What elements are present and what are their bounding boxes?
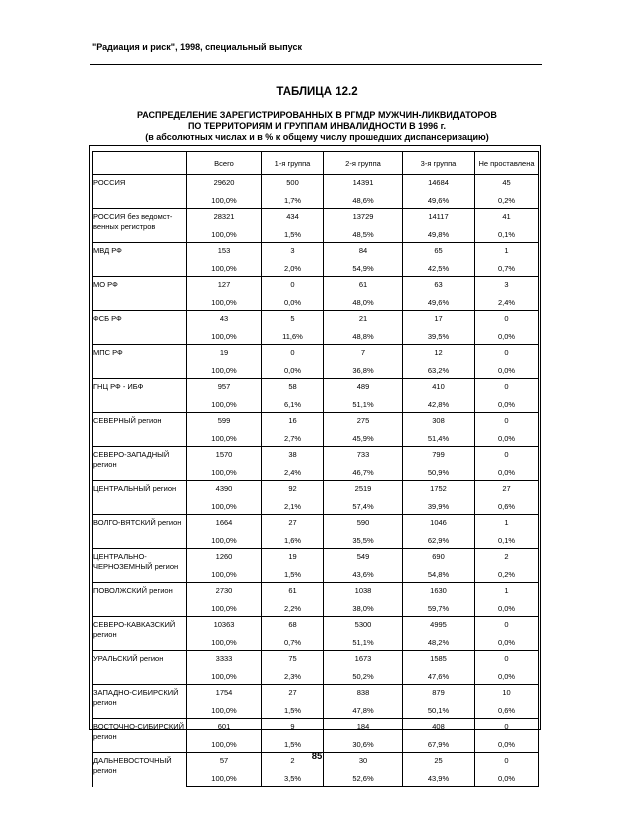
percent-value-cell: 2,1% [262, 498, 324, 515]
absolute-value-cell: 1038 [324, 583, 403, 601]
table-row-absolute [93, 719, 539, 737]
percent-value-cell: 100,0% [187, 702, 262, 719]
percent-value-cell: 6,1% [262, 396, 324, 413]
absolute-value-cell: 0 [475, 719, 539, 737]
percent-value-cell: 47,6% [403, 668, 475, 685]
table-row-absolute [93, 685, 539, 703]
absolute-value-cell: 38 [262, 447, 324, 465]
percent-value-cell: 2,4% [475, 294, 539, 311]
percent-value-cell: 0,6% [475, 702, 539, 719]
absolute-value-cell: 2730 [187, 583, 262, 601]
absolute-value-cell: 127 [187, 277, 262, 295]
percent-value-cell: 100,0% [187, 260, 262, 277]
table-row-absolute [93, 617, 539, 635]
absolute-value-cell: 0 [475, 651, 539, 669]
percent-value-cell: 100,0% [187, 294, 262, 311]
percent-value-cell: 11,6% [262, 328, 324, 345]
absolute-value-cell: 1664 [187, 515, 262, 533]
absolute-value-cell: 0 [262, 345, 324, 363]
absolute-value-cell: 4390 [187, 481, 262, 499]
absolute-value-cell: 43 [187, 311, 262, 329]
absolute-value-cell: 0 [475, 413, 539, 431]
header-corner-cell [93, 152, 187, 175]
percent-value-cell: 100,0% [187, 634, 262, 651]
percent-value-cell: 67,9% [403, 736, 475, 753]
absolute-value-cell: 5300 [324, 617, 403, 635]
absolute-value-cell: 3333 [187, 651, 262, 669]
percent-value-cell: 1,5% [262, 702, 324, 719]
percent-value-cell: 100,0% [187, 362, 262, 379]
percent-value-cell: 100,0% [187, 566, 262, 583]
absolute-value-cell: 63 [403, 277, 475, 295]
percent-value-cell: 2,0% [262, 260, 324, 277]
page-number: 85 [311, 751, 323, 762]
absolute-value-cell: 308 [403, 413, 475, 431]
absolute-value-cell: 27 [475, 481, 539, 499]
column-header: 3-я группа [403, 152, 475, 175]
territory-name: ПОВОЛЖСКИЙ регион [93, 583, 187, 617]
absolute-value-cell: 599 [187, 413, 262, 431]
absolute-value-cell: 92 [262, 481, 324, 499]
absolute-value-cell: 153 [187, 243, 262, 261]
percent-value-cell: 100,0% [187, 192, 262, 209]
percent-value-cell: 0,0% [475, 362, 539, 379]
percent-value-cell: 0,0% [475, 328, 539, 345]
territory-name: СЕВЕРО-ЗАПАДНЫЙ регион [93, 447, 187, 481]
absolute-value-cell: 879 [403, 685, 475, 703]
percent-value-cell: 48,2% [403, 634, 475, 651]
territory-name: ЗАПАДНО-СИБИРСКИЙ регион [93, 685, 187, 719]
absolute-value-cell: 41 [475, 209, 539, 227]
absolute-value-cell: 14684 [403, 175, 475, 193]
absolute-value-cell: 2 [262, 753, 324, 771]
absolute-value-cell: 57 [187, 753, 262, 771]
percent-value-cell: 0,1% [475, 226, 539, 243]
territory-name: СЕВЕРНЫЙ регион [93, 413, 187, 447]
percent-value-cell: 51,4% [403, 430, 475, 447]
territory-name: МПС РФ [93, 345, 187, 379]
percent-value-cell: 100,0% [187, 328, 262, 345]
percent-value-cell: 51,1% [324, 634, 403, 651]
table-row-absolute [93, 549, 539, 567]
percent-value-cell: 49,6% [403, 294, 475, 311]
absolute-value-cell: 45 [475, 175, 539, 193]
percent-value-cell: 59,7% [403, 600, 475, 617]
table-row-absolute [93, 413, 539, 431]
percent-value-cell: 1,7% [262, 192, 324, 209]
table-header-row [93, 152, 539, 175]
data-table [92, 151, 539, 787]
absolute-value-cell: 690 [403, 549, 475, 567]
header-rule [90, 64, 542, 65]
percent-value-cell: 52,6% [324, 770, 403, 787]
percent-value-cell: 43,6% [324, 566, 403, 583]
percent-value-cell: 46,7% [324, 464, 403, 481]
percent-value-cell: 48,6% [324, 192, 403, 209]
percent-value-cell: 39,5% [403, 328, 475, 345]
absolute-value-cell: 10 [475, 685, 539, 703]
absolute-value-cell: 0 [475, 379, 539, 397]
absolute-value-cell: 489 [324, 379, 403, 397]
absolute-value-cell: 275 [324, 413, 403, 431]
percent-value-cell: 1,5% [262, 736, 324, 753]
absolute-value-cell: 21 [324, 311, 403, 329]
absolute-value-cell: 0 [475, 345, 539, 363]
absolute-value-cell: 27 [262, 515, 324, 533]
percent-value-cell: 100,0% [187, 532, 262, 549]
absolute-value-cell: 1 [475, 243, 539, 261]
table-row-absolute [93, 209, 539, 227]
table-body [93, 175, 539, 787]
percent-value-cell: 43,9% [403, 770, 475, 787]
percent-value-cell: 0,2% [475, 566, 539, 583]
absolute-value-cell: 1630 [403, 583, 475, 601]
percent-value-cell: 49,8% [403, 226, 475, 243]
absolute-value-cell: 434 [262, 209, 324, 227]
absolute-value-cell: 14391 [324, 175, 403, 193]
percent-value-cell: 100,0% [187, 464, 262, 481]
absolute-value-cell: 68 [262, 617, 324, 635]
subtitle-line: (в абсолютных числах и в % к общему числу прошедших диспансеризацию) [145, 132, 489, 142]
percent-value-cell: 100,0% [187, 430, 262, 447]
absolute-value-cell: 1 [475, 515, 539, 533]
percent-value-cell: 0,0% [475, 668, 539, 685]
absolute-value-cell: 2519 [324, 481, 403, 499]
absolute-value-cell: 0 [475, 447, 539, 465]
absolute-value-cell: 61 [324, 277, 403, 295]
percent-value-cell: 0,0% [475, 600, 539, 617]
percent-value-cell: 50,9% [403, 464, 475, 481]
absolute-value-cell: 1754 [187, 685, 262, 703]
percent-value-cell: 1,6% [262, 532, 324, 549]
territory-name: СЕВЕРО-КАВКАЗСКИЙ регион [93, 617, 187, 651]
absolute-value-cell: 14117 [403, 209, 475, 227]
absolute-value-cell: 0 [475, 753, 539, 771]
percent-value-cell: 0,1% [475, 532, 539, 549]
percent-value-cell: 0,6% [475, 498, 539, 515]
percent-value-cell: 57,4% [324, 498, 403, 515]
percent-value-cell: 49,6% [403, 192, 475, 209]
absolute-value-cell: 17 [403, 311, 475, 329]
percent-value-cell: 1,5% [262, 566, 324, 583]
absolute-value-cell: 1570 [187, 447, 262, 465]
percent-value-cell: 100,0% [187, 226, 262, 243]
percent-value-cell: 0,0% [262, 294, 324, 311]
table-row-absolute [93, 243, 539, 261]
absolute-value-cell: 1585 [403, 651, 475, 669]
table-title: ТАБЛИЦА 12.2 [276, 86, 358, 98]
table-row-absolute [93, 583, 539, 601]
table-row-absolute [93, 515, 539, 533]
absolute-value-cell: 9 [262, 719, 324, 737]
table-row-absolute [93, 481, 539, 499]
absolute-value-cell: 408 [403, 719, 475, 737]
territory-name: РОССИЯ [93, 175, 187, 209]
territory-name: ГНЦ РФ - ИБФ [93, 379, 187, 413]
absolute-value-cell: 29620 [187, 175, 262, 193]
table-subtitle [0, 110, 634, 143]
territory-name: ВОСТОЧНО-СИБИРСКИЙ регион [93, 719, 187, 753]
territory-name: ЦЕНТРАЛЬНО-ЧЕРНОЗЕМНЫЙ регион [93, 549, 187, 583]
absolute-value-cell: 75 [262, 651, 324, 669]
absolute-value-cell: 1260 [187, 549, 262, 567]
table-row-absolute [93, 277, 539, 295]
absolute-value-cell: 549 [324, 549, 403, 567]
percent-value-cell: 100,0% [187, 668, 262, 685]
absolute-value-cell: 838 [324, 685, 403, 703]
percent-value-cell: 100,0% [187, 396, 262, 413]
percent-value-cell: 2,3% [262, 668, 324, 685]
territory-name: УРАЛЬСКИЙ регион [93, 651, 187, 685]
absolute-value-cell: 25 [403, 753, 475, 771]
percent-value-cell: 0,7% [262, 634, 324, 651]
absolute-value-cell: 3 [475, 277, 539, 295]
percent-value-cell: 1,5% [262, 226, 324, 243]
territory-name: РОССИЯ без ведомст-венных регистров [93, 209, 187, 243]
percent-value-cell: 0,0% [475, 464, 539, 481]
percent-value-cell: 62,9% [403, 532, 475, 549]
absolute-value-cell: 0 [475, 617, 539, 635]
absolute-value-cell: 84 [324, 243, 403, 261]
percent-value-cell: 0,0% [475, 770, 539, 787]
percent-value-cell: 3,5% [262, 770, 324, 787]
absolute-value-cell: 184 [324, 719, 403, 737]
absolute-value-cell: 12 [403, 345, 475, 363]
absolute-value-cell: 2 [475, 549, 539, 567]
table-row-absolute [93, 447, 539, 465]
percent-value-cell: 100,0% [187, 498, 262, 515]
percent-value-cell: 48,5% [324, 226, 403, 243]
percent-value-cell: 63,2% [403, 362, 475, 379]
percent-value-cell: 38,0% [324, 600, 403, 617]
territory-name: МО РФ [93, 277, 187, 311]
territory-name: МВД РФ [93, 243, 187, 277]
percent-value-cell: 48,0% [324, 294, 403, 311]
absolute-value-cell: 1673 [324, 651, 403, 669]
territory-name: ЦЕНТРАЛЬНЫЙ регион [93, 481, 187, 515]
percent-value-cell: 54,9% [324, 260, 403, 277]
percent-value-cell: 42,5% [403, 260, 475, 277]
column-header: 2-я группа [324, 152, 403, 175]
absolute-value-cell: 0 [475, 311, 539, 329]
absolute-value-cell: 1752 [403, 481, 475, 499]
absolute-value-cell: 3 [262, 243, 324, 261]
absolute-value-cell: 1 [475, 583, 539, 601]
absolute-value-cell: 601 [187, 719, 262, 737]
percent-value-cell: 35,5% [324, 532, 403, 549]
percent-value-cell: 36,8% [324, 362, 403, 379]
absolute-value-cell: 58 [262, 379, 324, 397]
absolute-value-cell: 5 [262, 311, 324, 329]
absolute-value-cell: 16 [262, 413, 324, 431]
percent-value-cell: 42,8% [403, 396, 475, 413]
percent-value-cell: 100,0% [187, 600, 262, 617]
absolute-value-cell: 733 [324, 447, 403, 465]
absolute-value-cell: 13729 [324, 209, 403, 227]
running-head: "Радиация и риск", 1998, специальный выпуск [92, 42, 302, 52]
percent-value-cell: 50,1% [403, 702, 475, 719]
territory-name: ВОЛГО-ВЯТСКИЙ регион [93, 515, 187, 549]
percent-value-cell: 100,0% [187, 770, 262, 787]
table-row-absolute [93, 175, 539, 193]
absolute-value-cell: 65 [403, 243, 475, 261]
percent-value-cell: 2,2% [262, 600, 324, 617]
percent-value-cell: 45,9% [324, 430, 403, 447]
absolute-value-cell: 1046 [403, 515, 475, 533]
territory-name: ДАЛЬНЕВОСТОЧНЫЙ регион [93, 753, 187, 787]
column-header: Не проставлена [475, 152, 539, 175]
absolute-value-cell: 30 [324, 753, 403, 771]
percent-value-cell: 39,9% [403, 498, 475, 515]
subtitle-line: ПО ТЕРРИТОРИЯМ И ГРУППАМ ИНВАЛИДНОСТИ В 1996 г. [187, 121, 447, 131]
percent-value-cell: 30,6% [324, 736, 403, 753]
table-row-absolute [93, 651, 539, 669]
absolute-value-cell: 7 [324, 345, 403, 363]
absolute-value-cell: 799 [403, 447, 475, 465]
column-header: 1-я группа [262, 152, 324, 175]
table-row-absolute [93, 345, 539, 363]
percent-value-cell: 0,0% [475, 430, 539, 447]
percent-value-cell: 100,0% [187, 736, 262, 753]
territory-name: ФСБ РФ [93, 311, 187, 345]
absolute-value-cell: 19 [187, 345, 262, 363]
table-row-absolute [93, 311, 539, 329]
percent-value-cell: 0,0% [475, 634, 539, 651]
percent-value-cell: 51,1% [324, 396, 403, 413]
absolute-value-cell: 61 [262, 583, 324, 601]
absolute-value-cell: 0 [262, 277, 324, 295]
absolute-value-cell: 4995 [403, 617, 475, 635]
percent-value-cell: 0,0% [262, 362, 324, 379]
absolute-value-cell: 500 [262, 175, 324, 193]
column-header: Всего [187, 152, 262, 175]
absolute-value-cell: 590 [324, 515, 403, 533]
absolute-value-cell: 28321 [187, 209, 262, 227]
percent-value-cell: 2,4% [262, 464, 324, 481]
percent-value-cell: 54,8% [403, 566, 475, 583]
percent-value-cell: 0,0% [475, 396, 539, 413]
absolute-value-cell: 19 [262, 549, 324, 567]
percent-value-cell: 0,0% [475, 736, 539, 753]
percent-value-cell: 0,2% [475, 192, 539, 209]
absolute-value-cell: 10363 [187, 617, 262, 635]
absolute-value-cell: 410 [403, 379, 475, 397]
absolute-value-cell: 27 [262, 685, 324, 703]
subtitle-line: РАСПРЕДЕЛЕНИЕ ЗАРЕГИСТРИРОВАННЫХ В РГМДР МУЖЧИН-ЛИКВИДАТОРОВ [137, 110, 497, 120]
percent-value-cell: 0,7% [475, 260, 539, 277]
percent-value-cell: 47,8% [324, 702, 403, 719]
absolute-value-cell: 957 [187, 379, 262, 397]
percent-value-cell: 48,8% [324, 328, 403, 345]
percent-value-cell: 2,7% [262, 430, 324, 447]
percent-value-cell: 50,2% [324, 668, 403, 685]
table-row-absolute [93, 379, 539, 397]
